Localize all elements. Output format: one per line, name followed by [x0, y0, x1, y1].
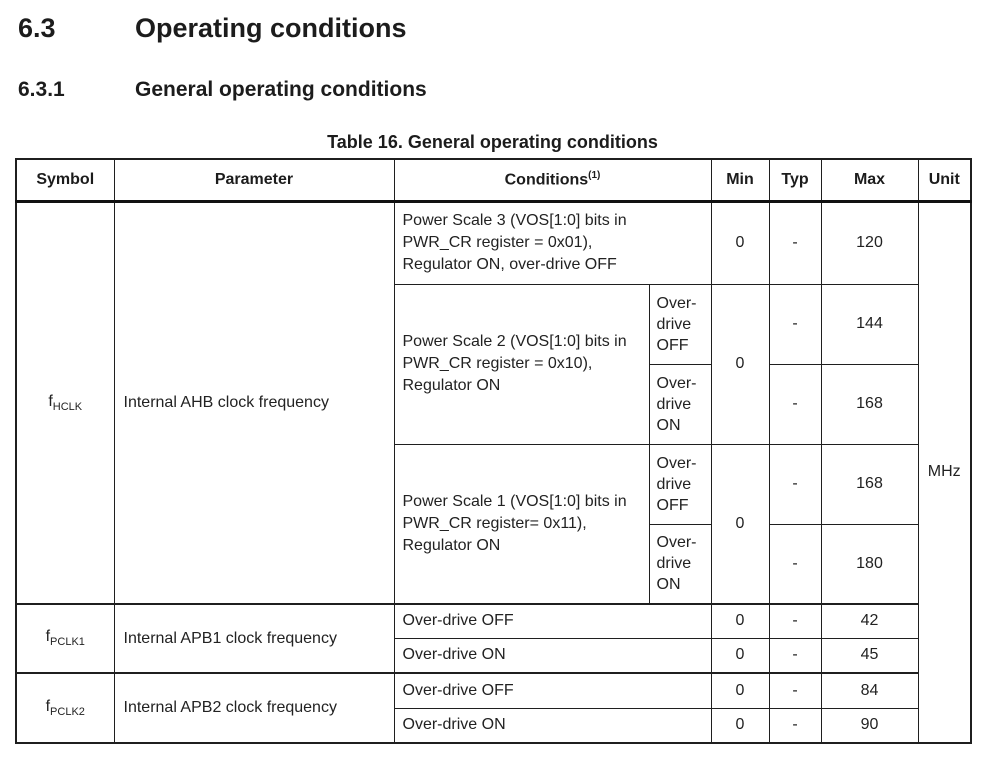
row-pclk1-odoff: [16, 604, 971, 638]
typ-pclk1-odoff: -: [769, 604, 821, 638]
parameter-pclk2: Internal APB2 clock frequency: [114, 673, 394, 743]
condition-pclk1-odon: Over-drive ON: [394, 638, 711, 673]
max-ps2-odon: 168: [821, 364, 918, 444]
header-conditions: Conditions$^{(1)}$: [394, 159, 711, 201]
condition-ps2: Power Scale 2 (VOS[1:0] bits in PWR_CR register = 0x10), Regulator ON: [394, 284, 649, 444]
header-min: Min: [711, 159, 769, 201]
symbol-fhclk: $f_{HCLK}$: [16, 201, 114, 604]
max-ps1-odoff: 168: [821, 444, 918, 524]
subsection-heading: [18, 78, 427, 102]
symbol-fpclk2: $f_{PCLK2}$: [16, 673, 114, 743]
max-ps1-odon: 180: [821, 524, 918, 604]
operating-conditions-table: [15, 158, 972, 744]
section-number: 6.3: [18, 13, 56, 43]
header-unit: Unit: [918, 159, 971, 201]
parameter-pclk1: Internal APB1 clock frequency: [114, 604, 394, 673]
typ-pclk2-odon: -: [769, 708, 821, 743]
subsection-number: 6.3.1: [18, 78, 65, 101]
max-pclk1-odoff: 42: [821, 604, 918, 638]
max-ps2-odoff: 144: [821, 284, 918, 364]
max-pclk1-odon: 45: [821, 638, 918, 673]
subcondition-ps2-odon: Over-drive ON: [649, 364, 711, 444]
subcondition-ps1-odoff: Over-drive OFF: [649, 444, 711, 524]
max-pclk2-odoff: 84: [821, 673, 918, 708]
header-parameter: Parameter: [114, 159, 394, 201]
max-pclk2-odon: 90: [821, 708, 918, 743]
footnote-ref: (1): [588, 170, 601, 182]
condition-ps3: Power Scale 3 (VOS[1:0] bits in PWR_CR register = 0x01), Regulator ON, over-drive OFF: [394, 201, 711, 284]
row-hclk-ps3: [16, 201, 971, 284]
section-title: Operating conditions: [135, 13, 407, 43]
header-max: Max: [821, 159, 918, 201]
min-ps1: 0: [711, 444, 769, 604]
typ-ps1-odoff: -: [769, 444, 821, 524]
min-pclk1-odoff: 0: [711, 604, 769, 638]
max-ps3: 120: [821, 201, 918, 284]
section-heading: [18, 13, 407, 44]
typ-ps2-odoff: -: [769, 284, 821, 364]
condition-pclk2-odoff: Over-drive OFF: [394, 673, 711, 708]
table-caption: Table 16. General operating conditions: [327, 132, 658, 152]
table-header-row: [16, 159, 971, 201]
header-symbol: Symbol: [16, 159, 114, 201]
condition-pclk2-odon: Over-drive ON: [394, 708, 711, 743]
min-ps2: 0: [711, 284, 769, 444]
subsection-title: General operating conditions: [135, 78, 427, 101]
min-pclk2-odoff: 0: [711, 673, 769, 708]
typ-ps3: -: [769, 201, 821, 284]
typ-pclk1-odon: -: [769, 638, 821, 673]
typ-ps2-odon: -: [769, 364, 821, 444]
condition-pclk1-odoff: Over-drive OFF: [394, 604, 711, 638]
subcondition-ps2-odoff: Over-drive OFF: [649, 284, 711, 364]
header-typ: Typ: [769, 159, 821, 201]
subcondition-ps1-odon: Over-drive ON: [649, 524, 711, 604]
condition-ps1: Power Scale 1 (VOS[1:0] bits in PWR_CR register= 0x11), Regulator ON: [394, 444, 649, 604]
symbol-fpclk1: $f_{PCLK1}$: [16, 604, 114, 673]
row-pclk2-odoff: [16, 673, 971, 708]
typ-ps1-odon: -: [769, 524, 821, 604]
min-pclk1-odon: 0: [711, 638, 769, 673]
unit-mhz: MHz: [918, 201, 971, 743]
typ-pclk2-odoff: -: [769, 673, 821, 708]
min-ps3: 0: [711, 201, 769, 284]
min-pclk2-odon: 0: [711, 708, 769, 743]
parameter-hclk: Internal AHB clock frequency: [114, 201, 394, 604]
